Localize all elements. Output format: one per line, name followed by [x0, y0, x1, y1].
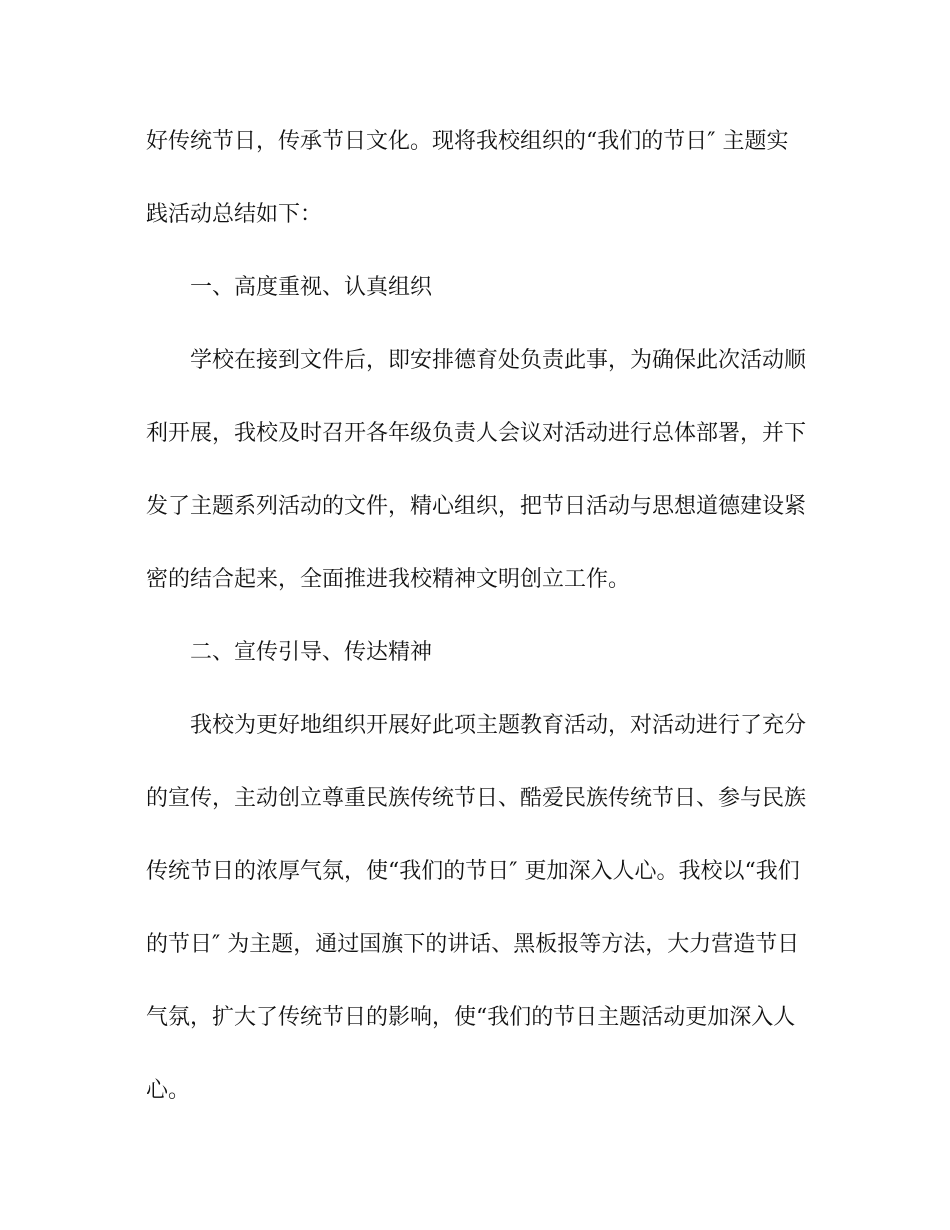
text-line: 心。 — [146, 1078, 191, 1103]
text-line: 传统节日的浓厚气氛，使“我们的节日″ 更加深入人心。我校以“我们 — [146, 859, 800, 884]
text-line: 利开展，我校及时召开各年级负责人会议对活动进行总体部署，并下 — [146, 421, 807, 446]
text-line: 践活动总结如下： — [146, 202, 323, 227]
text-line: 我校为更好地组织开展好此项主题教育活动，对活动进行了充分 — [190, 713, 807, 738]
text-line: 好传统节日，传承节日文化。现将我校组织的“我们的节日″ 主题实 — [146, 129, 789, 154]
section-heading-2: 二、宣传引导、传达精神 — [190, 640, 433, 665]
text-line: 气氛，扩大了传统节日的影响，使“我们的节日主题活动更加深入人 — [146, 1005, 796, 1030]
text-line: 的宣传，主动创立尊重民族传统节日、酷爱民族传统节日、参与民族 — [146, 786, 807, 811]
text-line: 发了主题系列活动的文件，精心组织，把节日活动与思想道德建设紧 — [146, 494, 807, 519]
document-body — [146, 124, 806, 1146]
section-heading-1: 一、高度重视、认真组织 — [190, 275, 433, 300]
text-line: 的节日″ 为主题，通过国旗下的讲话、黑板报等方法，大力营造节日 — [146, 932, 800, 957]
text-line: 密的结合起来，全面推进我校精神文明创立工作。 — [146, 567, 631, 592]
text-line: 学校在接到文件后，即安排德育处负责此事，为确保此次活动顺 — [190, 348, 807, 373]
